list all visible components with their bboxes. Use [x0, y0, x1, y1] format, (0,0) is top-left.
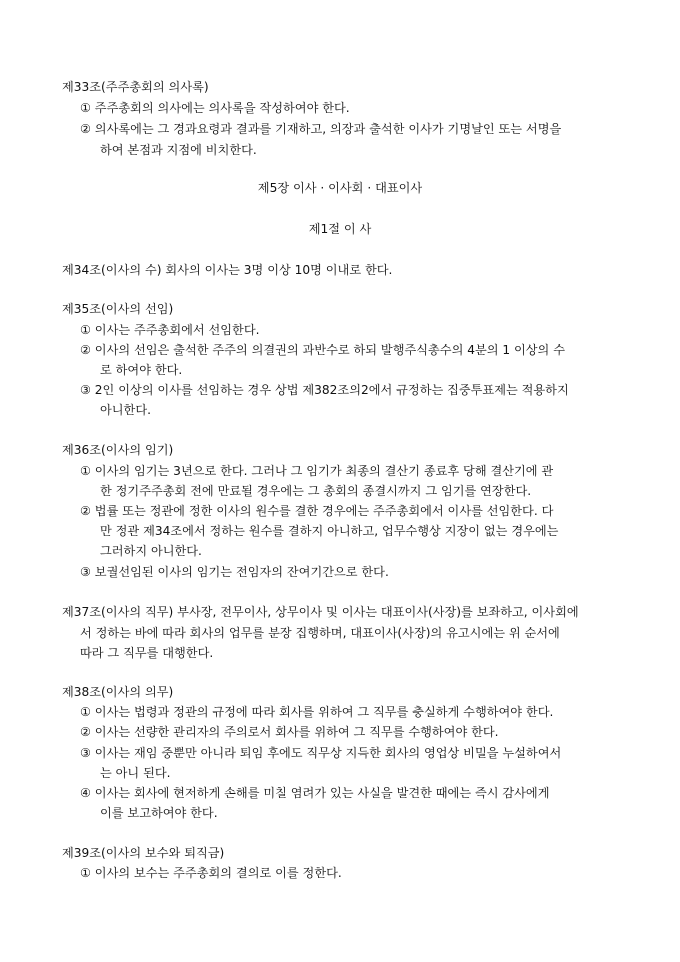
article-33-heading: 제33조(주주총회의 의사록) — [62, 80, 209, 94]
article-35-item-1: ① 이사는 주주총회에서 선임한다. — [80, 323, 260, 337]
article-36-item-3: ③ 보궐선임된 이사의 임기는 전임자의 잔여기간으로 한다. — [80, 565, 389, 579]
article-33-item-2-cont: 하여 본점과 지점에 비치한다. — [100, 143, 257, 157]
article-38-item-4-cont: 이를 보고하여야 한다. — [100, 806, 218, 820]
article-36-item-1-cont: 한 정기주주총회 전에 만료될 경우에는 그 총회의 종결시까지 그 임기를 연장한다. — [100, 484, 532, 498]
article-38-item-2: ② 이사는 선량한 관리자의 주의로서 회사를 위하여 그 직무를 수행하여야 한다. — [80, 725, 499, 739]
article-38-heading: 제38조(이사의 의무) — [62, 685, 174, 699]
section-1-title: 제1절 이 사 — [308, 222, 372, 236]
chapter-5-title: 제5장 이사 · 이사회 · 대표이사 — [257, 181, 423, 195]
article-38-item-3-cont: 는 아니 된다. — [100, 766, 171, 780]
article-34: 제34조(이사의 수) 회사의 이사는 3명 이상 10명 이내로 한다. — [62, 263, 393, 277]
article-35-heading: 제35조(이사의 선임) — [62, 302, 174, 316]
article-33-item-1: ① 주주총회의 의사에는 의사록을 작성하여야 한다. — [80, 101, 350, 115]
article-36-item-2-cont: 만 정관 제34조에서 정하는 원수를 결하지 아니하고, 업무수행상 지장이 없는 경우에는 — [100, 524, 559, 538]
article-35-item-3-cont: 아니한다. — [100, 403, 151, 417]
article-39-heading: 제39조(이사의 보수와 퇴직금) — [62, 846, 225, 860]
article-37: 제37조(이사의 직무) 부사장, 전무이사, 상무이사 및 이사는 대표이사(사장)를 보좌하고, 이사회에 — [62, 605, 579, 619]
article-35-item-2-cont: 로 하여야 한다. — [100, 363, 183, 377]
article-37-cont2: 따라 그 직무를 대행한다. — [80, 646, 214, 660]
article-39-item-1: ① 이사의 보수는 주주총회의 결의로 이를 정한다. — [80, 866, 342, 880]
article-36-heading: 제36조(이사의 임기) — [62, 443, 174, 457]
article-36-item-1: ① 이사의 임기는 3년으로 한다. 그러나 그 임기가 최종의 결산기 종료후 당해 결산기에 관 — [80, 464, 554, 478]
article-37-cont: 서 정하는 바에 따라 회사의 업무를 분장 집행하며, 대표이사(사장)의 유고시에는 위 순서에 — [80, 626, 560, 640]
article-33-item-2: ② 의사록에는 그 경과요령과 결과를 기재하고, 의장과 출석한 이사가 기명날인 또는 서명을 — [80, 122, 562, 136]
article-36-item-2: ② 법률 또는 정관에 정한 이사의 원수를 결한 경우에는 주주총회에서 이사를 선임한다. 다 — [80, 504, 554, 518]
article-38-item-3: ③ 이사는 재임 중뿐만 아니라 퇴임 후에도 직무상 지득한 회사의 영업상 비밀을 누설하여서 — [80, 746, 562, 760]
article-38-item-1: ① 이사는 법령과 정관의 규정에 따라 회사를 위하여 그 직무를 충실하게 수행하여야 한다. — [80, 705, 554, 719]
article-35-item-3: ③ 2인 이상의 이사를 선임하는 경우 상법 제382조의2에서 규정하는 집중투표제는 적용하지 — [80, 383, 569, 397]
article-35-item-2: ② 이사의 선임은 출석한 주주의 의결권의 과반수로 하되 발행주식총수의 4분의 1 이상의 수 — [80, 343, 565, 357]
article-38-item-4: ④ 이사는 회사에 현저하게 손해를 미칠 염려가 있는 사실을 발견한 때에는 즉시 감사에게 — [80, 786, 550, 800]
article-36-item-2-cont2: 그러하지 아니한다. — [100, 544, 202, 558]
